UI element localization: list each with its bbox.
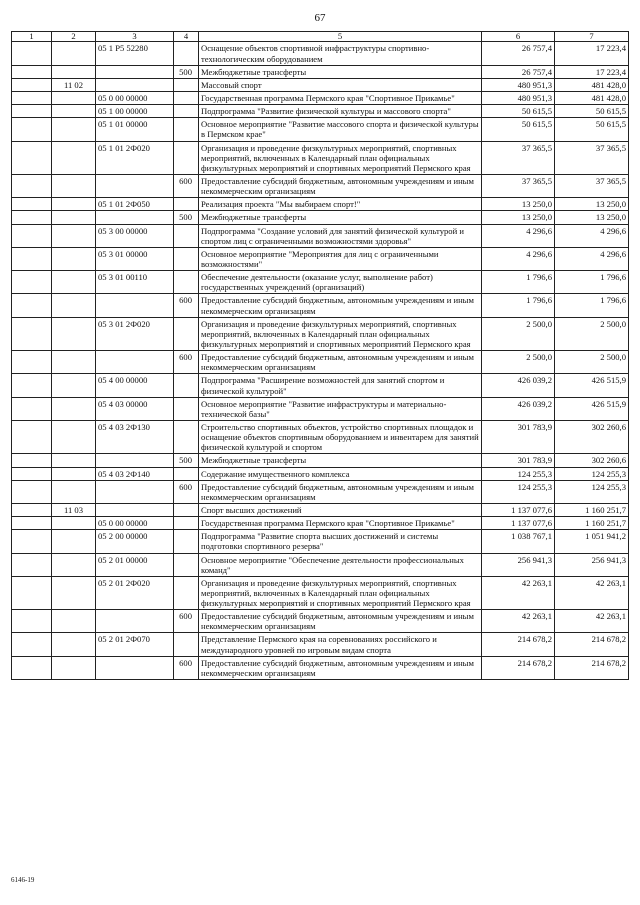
cell-col1 [12, 105, 52, 118]
cell-description: Организация и проведение физкультурных мероприятий, спортивных мероприятий, включенных в Календарный план официальных физкультурных мероприятий и спортивных мероприятий Пермского края [199, 317, 482, 350]
cell-description: Основное мероприятие "Мероприятия для лиц с ограниченными возможностями" [199, 247, 482, 270]
cell-description: Реализация проекта "Мы выбираем спорт!" [199, 198, 482, 211]
cell-amount-col6: 480 951,3 [482, 78, 555, 91]
cell-amount-col7: 50 615,5 [555, 118, 629, 141]
table-row [12, 351, 629, 374]
cell-target-article: 05 2 01 2Ф070 [96, 633, 174, 656]
cell-description: Подпрограмма "Создание условий для занятий физической культурой и спортом лиц с ограниченными возможностями здоровья" [199, 224, 482, 247]
cell-target-article: 05 2 01 2Ф020 [96, 576, 174, 609]
cell-section [52, 175, 96, 198]
cell-section [52, 247, 96, 270]
cell-col1 [12, 211, 52, 224]
cell-amount-col7: 42 263,1 [555, 576, 629, 609]
cell-target-article: 05 3 01 2Ф020 [96, 317, 174, 350]
cell-expense-type [174, 503, 199, 516]
cell-description: Подпрограмма "Расширение возможностей для занятий спортом и физической культурой" [199, 374, 482, 397]
cell-amount-col6: 13 250,0 [482, 211, 555, 224]
cell-amount-col6: 1 796,6 [482, 294, 555, 317]
cell-amount-col6: 42 263,1 [482, 576, 555, 609]
cell-section [52, 351, 96, 374]
cell-amount-col7: 37 365,5 [555, 141, 629, 174]
table-row [12, 467, 629, 480]
cell-col1 [12, 610, 52, 633]
cell-col1 [12, 517, 52, 530]
cell-section [52, 656, 96, 679]
cell-amount-col6: 480 951,3 [482, 92, 555, 105]
cell-amount-col7: 214 678,2 [555, 633, 629, 656]
cell-expense-type [174, 118, 199, 141]
cell-expense-type [174, 317, 199, 350]
table-row [12, 503, 629, 516]
cell-section: 11 03 [52, 503, 96, 516]
cell-amount-col7: 256 941,3 [555, 553, 629, 576]
cell-expense-type: 500 [174, 454, 199, 467]
cell-target-article [96, 211, 174, 224]
cell-expense-type: 600 [174, 351, 199, 374]
cell-amount-col6: 301 783,9 [482, 454, 555, 467]
cell-description: Строительство спортивных объектов, устройство спортивных площадок и оснащение объектов спортивным оборудованием и инвентарем для занятий физической культурой и спортом [199, 420, 482, 453]
cell-amount-col7: 481 428,0 [555, 78, 629, 91]
cell-section [52, 294, 96, 317]
cell-section [52, 530, 96, 553]
column-header: 7 [555, 32, 629, 42]
cell-expense-type [174, 247, 199, 270]
cell-amount-col6: 37 365,5 [482, 175, 555, 198]
column-header: 5 [199, 32, 482, 42]
cell-amount-col7: 1 051 941,2 [555, 530, 629, 553]
table-row [12, 420, 629, 453]
cell-amount-col6: 426 039,2 [482, 374, 555, 397]
cell-section [52, 141, 96, 174]
cell-target-article: 05 2 01 00000 [96, 553, 174, 576]
cell-description: Государственная программа Пермского края "Спортивное Прикамье" [199, 517, 482, 530]
cell-description: Предоставление субсидий бюджетным, автономным учреждениям и иным некоммерческим организациям [199, 351, 482, 374]
cell-amount-col6: 1 038 767,1 [482, 530, 555, 553]
footer-document-code: 6146-19 [11, 876, 35, 884]
cell-amount-col6: 4 296,6 [482, 247, 555, 270]
cell-description: Представление Пермского края на соревнованиях российского и международного уровней по игровым видам спорта [199, 633, 482, 656]
cell-expense-type: 600 [174, 294, 199, 317]
cell-amount-col7: 1 796,6 [555, 271, 629, 294]
cell-expense-type [174, 42, 199, 65]
table-row [12, 211, 629, 224]
table-body [12, 32, 629, 680]
cell-target-article: 05 4 00 00000 [96, 374, 174, 397]
cell-col1 [12, 351, 52, 374]
cell-expense-type: 600 [174, 480, 199, 503]
cell-amount-col6: 1 137 077,6 [482, 517, 555, 530]
cell-amount-col7: 124 255,3 [555, 480, 629, 503]
cell-amount-col6: 13 250,0 [482, 198, 555, 211]
cell-amount-col7: 13 250,0 [555, 211, 629, 224]
cell-description: Подпрограмма "Развитие физической культуры и массового спорта" [199, 105, 482, 118]
table-row [12, 141, 629, 174]
table-row [12, 42, 629, 65]
cell-description: Предоставление субсидий бюджетным, автономным учреждениям и иным некоммерческим организациям [199, 294, 482, 317]
cell-col1 [12, 503, 52, 516]
cell-col1 [12, 633, 52, 656]
cell-target-article [96, 480, 174, 503]
cell-description: Массовый спорт [199, 78, 482, 91]
cell-expense-type: 500 [174, 65, 199, 78]
table-row [12, 65, 629, 78]
cell-amount-col6: 50 615,5 [482, 118, 555, 141]
cell-section [52, 105, 96, 118]
cell-col1 [12, 65, 52, 78]
table-row [12, 397, 629, 420]
cell-amount-col7: 37 365,5 [555, 175, 629, 198]
cell-expense-type [174, 633, 199, 656]
cell-target-article [96, 454, 174, 467]
table-row [12, 294, 629, 317]
table-row [12, 610, 629, 633]
cell-target-article: 05 0 00 00000 [96, 92, 174, 105]
cell-expense-type [174, 467, 199, 480]
cell-target-article [96, 610, 174, 633]
cell-amount-col7: 42 263,1 [555, 610, 629, 633]
cell-section [52, 517, 96, 530]
column-header: 6 [482, 32, 555, 42]
cell-description: Межбюджетные трансферты [199, 65, 482, 78]
cell-section [52, 397, 96, 420]
table-row [12, 175, 629, 198]
cell-amount-col6: 426 039,2 [482, 397, 555, 420]
table-row [12, 576, 629, 609]
cell-amount-col6: 301 783,9 [482, 420, 555, 453]
cell-amount-col6: 26 757,4 [482, 65, 555, 78]
table-row [12, 224, 629, 247]
cell-description: Предоставление субсидий бюджетным, автономным учреждениям и иным некоммерческим организациям [199, 656, 482, 679]
table-row [12, 92, 629, 105]
cell-description: Основное мероприятие "Обеспечение деятельности профессиональных команд" [199, 553, 482, 576]
cell-expense-type: 500 [174, 211, 199, 224]
cell-amount-col6: 124 255,3 [482, 467, 555, 480]
cell-col1 [12, 78, 52, 91]
cell-section [52, 454, 96, 467]
cell-amount-col7: 302 260,6 [555, 454, 629, 467]
cell-expense-type [174, 141, 199, 174]
cell-target-article: 05 1 01 2Ф050 [96, 198, 174, 211]
page-number: 67 [314, 12, 326, 24]
table-row [12, 454, 629, 467]
table-row [12, 553, 629, 576]
cell-col1 [12, 467, 52, 480]
cell-section [52, 420, 96, 453]
cell-description: Государственная программа Пермского края "Спортивное Прикамье" [199, 92, 482, 105]
budget-table [11, 31, 629, 680]
table-row [12, 118, 629, 141]
cell-amount-col6: 256 941,3 [482, 553, 555, 576]
cell-target-article: 05 2 00 00000 [96, 530, 174, 553]
cell-target-article: 05 3 01 00000 [96, 247, 174, 270]
cell-col1 [12, 198, 52, 211]
cell-description: Предоставление субсидий бюджетным, автономным учреждениям и иным некоммерческим организациям [199, 610, 482, 633]
cell-target-article: 05 3 00 00000 [96, 224, 174, 247]
cell-section [52, 553, 96, 576]
table-row [12, 271, 629, 294]
cell-col1 [12, 224, 52, 247]
cell-amount-col7: 50 615,5 [555, 105, 629, 118]
cell-section [52, 224, 96, 247]
cell-amount-col7: 2 500,0 [555, 351, 629, 374]
cell-amount-col6: 214 678,2 [482, 656, 555, 679]
cell-amount-col7: 481 428,0 [555, 92, 629, 105]
cell-amount-col7: 4 296,6 [555, 224, 629, 247]
cell-target-article [96, 503, 174, 516]
cell-col1 [12, 247, 52, 270]
table-row [12, 317, 629, 350]
table-row [12, 78, 629, 91]
cell-description: Основное мероприятие "Развитие инфраструктуры и материально-технической базы" [199, 397, 482, 420]
table-row [12, 198, 629, 211]
cell-description: Организация и проведение физкультурных мероприятий, спортивных мероприятий, включенных в Календарный план официальных физкультурных мероприятий и спортивных мероприятий Пермского края [199, 576, 482, 609]
cell-amount-col6: 2 500,0 [482, 317, 555, 350]
cell-target-article [96, 175, 174, 198]
cell-section [52, 42, 96, 65]
cell-section: 11 02 [52, 78, 96, 91]
cell-amount-col6: 50 615,5 [482, 105, 555, 118]
cell-amount-col7: 4 296,6 [555, 247, 629, 270]
cell-section [52, 576, 96, 609]
cell-section [52, 211, 96, 224]
cell-description: Межбюджетные трансферты [199, 211, 482, 224]
cell-amount-col7: 124 255,3 [555, 467, 629, 480]
cell-target-article [96, 294, 174, 317]
cell-target-article [96, 78, 174, 91]
cell-description: Оснащение объектов спортивной инфраструктуры спортивно-технологическим оборудованием [199, 42, 482, 65]
cell-col1 [12, 92, 52, 105]
cell-description: Организация и проведение физкультурных мероприятий, спортивных мероприятий, включенных в Календарный план официальных физкультурных мероприятий и спортивных мероприятий Пермского края [199, 141, 482, 174]
cell-amount-col6: 124 255,3 [482, 480, 555, 503]
cell-section [52, 271, 96, 294]
cell-section [52, 610, 96, 633]
cell-col1 [12, 553, 52, 576]
cell-target-article: 05 1 P5 52280 [96, 42, 174, 65]
cell-section [52, 118, 96, 141]
cell-expense-type [174, 553, 199, 576]
table-row [12, 656, 629, 679]
cell-description: Предоставление субсидий бюджетным, автономным учреждениям и иным некоммерческим организациям [199, 175, 482, 198]
cell-col1 [12, 271, 52, 294]
cell-amount-col7: 2 500,0 [555, 317, 629, 350]
cell-target-article [96, 656, 174, 679]
column-header: 3 [96, 32, 174, 42]
cell-section [52, 467, 96, 480]
cell-expense-type [174, 271, 199, 294]
cell-amount-col7: 426 515,9 [555, 397, 629, 420]
table-row [12, 633, 629, 656]
cell-amount-col6: 1 796,6 [482, 271, 555, 294]
cell-amount-col6: 42 263,1 [482, 610, 555, 633]
cell-expense-type [174, 374, 199, 397]
cell-col1 [12, 420, 52, 453]
cell-description: Межбюджетные трансферты [199, 454, 482, 467]
column-header: 2 [52, 32, 96, 42]
cell-expense-type [174, 576, 199, 609]
cell-description: Основное мероприятие "Развитие массового спорта и физической культуры в Пермском крае" [199, 118, 482, 141]
table-row [12, 247, 629, 270]
cell-expense-type [174, 105, 199, 118]
cell-target-article [96, 351, 174, 374]
cell-description: Спорт высших достижений [199, 503, 482, 516]
cell-description: Обеспечение деятельности (оказание услуг, выполнение работ) государственных учреждений (организаций) [199, 271, 482, 294]
cell-section [52, 317, 96, 350]
cell-col1 [12, 317, 52, 350]
cell-expense-type [174, 530, 199, 553]
cell-col1 [12, 576, 52, 609]
table-row [12, 105, 629, 118]
cell-col1 [12, 480, 52, 503]
cell-amount-col7: 214 678,2 [555, 656, 629, 679]
cell-col1 [12, 118, 52, 141]
cell-amount-col7: 1 160 251,7 [555, 503, 629, 516]
cell-expense-type [174, 78, 199, 91]
cell-amount-col7: 17 223,4 [555, 42, 629, 65]
cell-amount-col6: 1 137 077,6 [482, 503, 555, 516]
cell-section [52, 480, 96, 503]
cell-amount-col7: 1 796,6 [555, 294, 629, 317]
cell-amount-col7: 1 160 251,7 [555, 517, 629, 530]
cell-col1 [12, 42, 52, 65]
table-row [12, 480, 629, 503]
cell-target-article: 05 4 03 2Ф140 [96, 467, 174, 480]
cell-amount-col6: 26 757,4 [482, 42, 555, 65]
cell-expense-type [174, 224, 199, 247]
cell-target-article [96, 65, 174, 78]
cell-amount-col7: 13 250,0 [555, 198, 629, 211]
table-row [12, 530, 629, 553]
cell-target-article: 05 1 01 00000 [96, 118, 174, 141]
cell-amount-col7: 302 260,6 [555, 420, 629, 453]
cell-col1 [12, 141, 52, 174]
cell-description: Подпрограмма "Развитие спорта высших достижений и системы подготовки спортивного резерва" [199, 530, 482, 553]
cell-expense-type [174, 397, 199, 420]
cell-description: Предоставление субсидий бюджетным, автономным учреждениям и иным некоммерческим организациям [199, 480, 482, 503]
cell-col1 [12, 175, 52, 198]
cell-expense-type [174, 517, 199, 530]
column-header: 1 [12, 32, 52, 42]
cell-expense-type: 600 [174, 175, 199, 198]
cell-expense-type: 600 [174, 610, 199, 633]
cell-section [52, 374, 96, 397]
cell-col1 [12, 530, 52, 553]
cell-amount-col6: 37 365,5 [482, 141, 555, 174]
table-row [12, 374, 629, 397]
cell-col1 [12, 294, 52, 317]
cell-expense-type [174, 198, 199, 211]
cell-col1 [12, 397, 52, 420]
cell-target-article: 05 4 03 2Ф130 [96, 420, 174, 453]
cell-description: Содержание имущественного комплекса [199, 467, 482, 480]
cell-expense-type: 600 [174, 656, 199, 679]
cell-col1 [12, 374, 52, 397]
cell-target-article: 05 3 01 00110 [96, 271, 174, 294]
cell-target-article: 05 4 03 00000 [96, 397, 174, 420]
cell-expense-type [174, 92, 199, 105]
cell-col1 [12, 454, 52, 467]
cell-section [52, 65, 96, 78]
cell-target-article: 05 1 00 00000 [96, 105, 174, 118]
cell-col1 [12, 656, 52, 679]
cell-target-article: 05 1 01 2Ф020 [96, 141, 174, 174]
cell-amount-col6: 4 296,6 [482, 224, 555, 247]
table-header-row [12, 32, 629, 42]
column-header: 4 [174, 32, 199, 42]
cell-target-article: 05 0 00 00000 [96, 517, 174, 530]
cell-amount-col6: 2 500,0 [482, 351, 555, 374]
cell-section [52, 633, 96, 656]
table-row [12, 517, 629, 530]
cell-section [52, 92, 96, 105]
cell-amount-col7: 17 223,4 [555, 65, 629, 78]
cell-amount-col7: 426 515,9 [555, 374, 629, 397]
cell-section [52, 198, 96, 211]
cell-expense-type [174, 420, 199, 453]
cell-amount-col6: 214 678,2 [482, 633, 555, 656]
